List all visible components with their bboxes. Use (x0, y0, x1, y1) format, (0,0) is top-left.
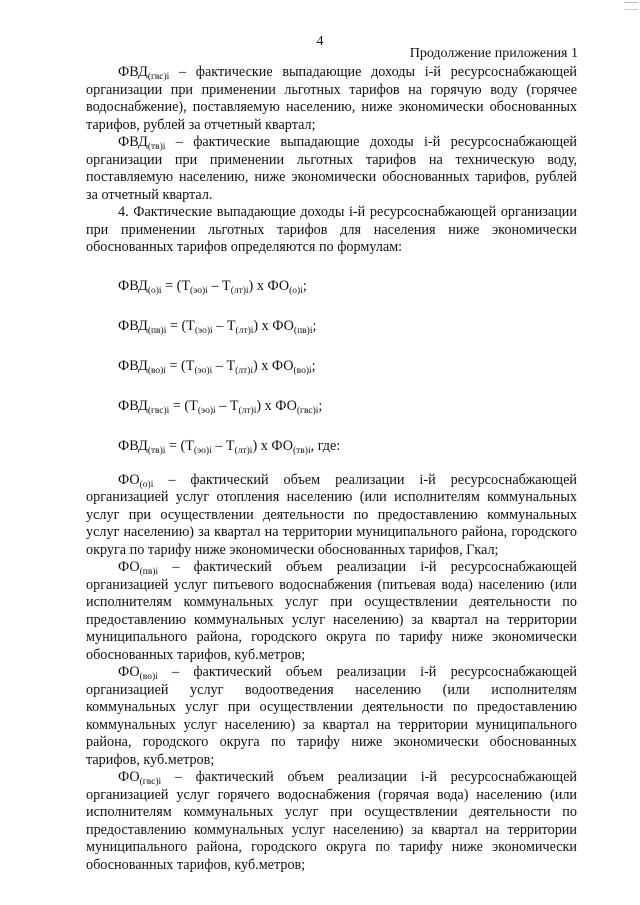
formula-text: – Т (215, 397, 239, 414)
subscript: (лт)i (230, 285, 249, 296)
formula-text: – Т (211, 437, 235, 454)
subscript: (эо)i (194, 365, 213, 376)
formula-text: ) x ФО (252, 437, 293, 454)
subscript: (эо)i (194, 325, 213, 336)
subscript: (гвс)i (296, 405, 319, 416)
formula-text: ) x ФО (248, 277, 290, 294)
formula-text: , где: (310, 437, 341, 454)
subscript: (о)i (289, 285, 303, 296)
formula-text: ; (302, 277, 307, 294)
formula-text: ФВД (118, 437, 148, 454)
subscript: (эо)i (197, 405, 216, 416)
formula-text: – фактический объем реализации i-й ресурсоснабжающей организацией услуг горячего водоснабжения (горячая вода) населению (или исполнителям коммунальных услуг при осуществлении деятельности по предоставлению коммунальных услуг населению) за квартал на территории муниципального района, городского округа по тарифу ниже экономически обоснованных тарифов, куб.метров; (86, 769, 577, 873)
subscript: (тв)i (147, 445, 166, 456)
symbol: ФВД (118, 64, 148, 80)
definition-fo-o (86, 472, 577, 560)
subscript: (во)i (293, 365, 312, 376)
formula-text: ; (311, 357, 316, 374)
formula-text: ) x ФО (253, 317, 294, 334)
formula-text: – Т (212, 357, 236, 374)
formula-text: ФО (118, 559, 140, 575)
subscript: (лт)i (235, 365, 253, 376)
subscript: (эо)i (190, 285, 208, 296)
subscript: (гвс)i (139, 777, 162, 787)
subscript: (о)i (147, 285, 162, 296)
formula-text: ) x ФО (252, 357, 294, 374)
corner-mark (624, 2, 638, 10)
formula-text: ФВД (118, 277, 148, 294)
formula-text: ФВД (118, 397, 148, 414)
appendix-continuation: Продолжение приложения 1 (409, 46, 578, 61)
subscript: (тв)i (147, 142, 166, 152)
subscript: (во)i (139, 672, 158, 682)
formula-tv (86, 435, 577, 458)
formula-text: ; (318, 397, 323, 414)
formula-text: = (Т (165, 437, 194, 454)
page-number: 4 (316, 34, 324, 49)
definition-text: – фактические выпадающие доходы i-й ресурсоснабжающей организации при применении льготных тарифов на техническую воду, поставляемую населению, ниже экономически обоснованных тарифов, рублей за отчетный квартал. (86, 134, 577, 203)
subscript: (о)i (139, 479, 154, 490)
subscript: (пв)i (147, 325, 167, 336)
definition-fo-vo (86, 664, 577, 769)
formula-text: – фактический объем реализации i-й ресурсоснабжающей организацией услуг питьевого водоснабжения (питьевая вода) населению (или исполнителям коммунальных услуг при осуществлении деятельности по предоставлению коммунальных услуг населению) за квартал на территории муниципального района, городского округа по тарифу ниже экономически обоснованных тарифов, куб.метров; (86, 559, 577, 663)
subscript: (пв)i (139, 567, 159, 577)
subscript: (лт)i (235, 325, 254, 336)
formula-text: ФО (118, 471, 140, 488)
formula-block (86, 275, 577, 458)
formula-text: ) x ФО (256, 397, 297, 414)
formula-text: – Т (207, 277, 231, 294)
intro-paragraph-tv (86, 134, 577, 204)
subscript: (эо)i (193, 445, 212, 456)
symbol: ФВД (118, 134, 148, 150)
subscript: (гвс)i (147, 405, 170, 416)
subscript: (во)i (147, 365, 166, 376)
subscript: (гвс)i (147, 72, 170, 82)
subscript: (тв)i (292, 445, 311, 456)
formula-text: ФВД (118, 357, 148, 374)
formula-gvs (86, 395, 577, 418)
formula-vo (86, 355, 577, 378)
formula-text: ; (312, 317, 317, 334)
definition-fo-gvs (86, 769, 577, 874)
formula-text: = (Т (169, 397, 198, 414)
formula-o (86, 275, 577, 298)
subscript: (пв)i (293, 325, 313, 336)
formula-text: – Т (212, 317, 236, 334)
formula-pv (86, 315, 577, 338)
definition-fo-pv (86, 559, 577, 664)
formula-text: ФО (118, 769, 140, 785)
subscript: (лт)i (238, 405, 257, 416)
subscript: (лт)i (234, 445, 253, 456)
intro-paragraph-gvs (86, 64, 577, 134)
formula-text: – фактический объем реализации i-й ресурсоснабжающей организацией услуг водоотведения населению (или исполнителям коммунальных услуг при осуществлении деятельности по предоставлению коммунальных услуг населению) за квартал на территории муниципального района, городского округа по тарифу ниже экономически обоснованных тарифов, куб.метров; (86, 664, 577, 768)
formula-text: – фактический объем реализации i-й ресурсоснабжающей организацией услуг отопления населению (или исполнителям коммунальных услуг при осуществлении деятельности по предоставлению коммунальных услуг населению) за квартал на территории муниципального района, городского округа по тарифу ниже экономически обоснованных тарифов, Гкал; (86, 471, 577, 558)
document-body (86, 64, 577, 874)
formula-text: = (Т (161, 277, 191, 294)
formula-text: ФВД (118, 317, 148, 334)
formula-text: = (Т (165, 357, 195, 374)
formula-text: = (Т (166, 317, 195, 334)
formula-text: ФО (118, 664, 140, 680)
definition-text: – фактические выпадающие доходы i-й ресурсоснабжающей организации при применении льготных тарифов на горячую воду (горячее водоснабжение), поставляемую населению, ниже экономически обоснованных тарифов, рублей за отчетный квартал; (86, 64, 577, 133)
section-4-paragraph: 4. Фактические выпадающие доходы i-й ресурсоснабжающей организации при применении льготных тарифов для населения ниже экономически обоснованных тарифов определяются по формулам: (86, 204, 577, 255)
